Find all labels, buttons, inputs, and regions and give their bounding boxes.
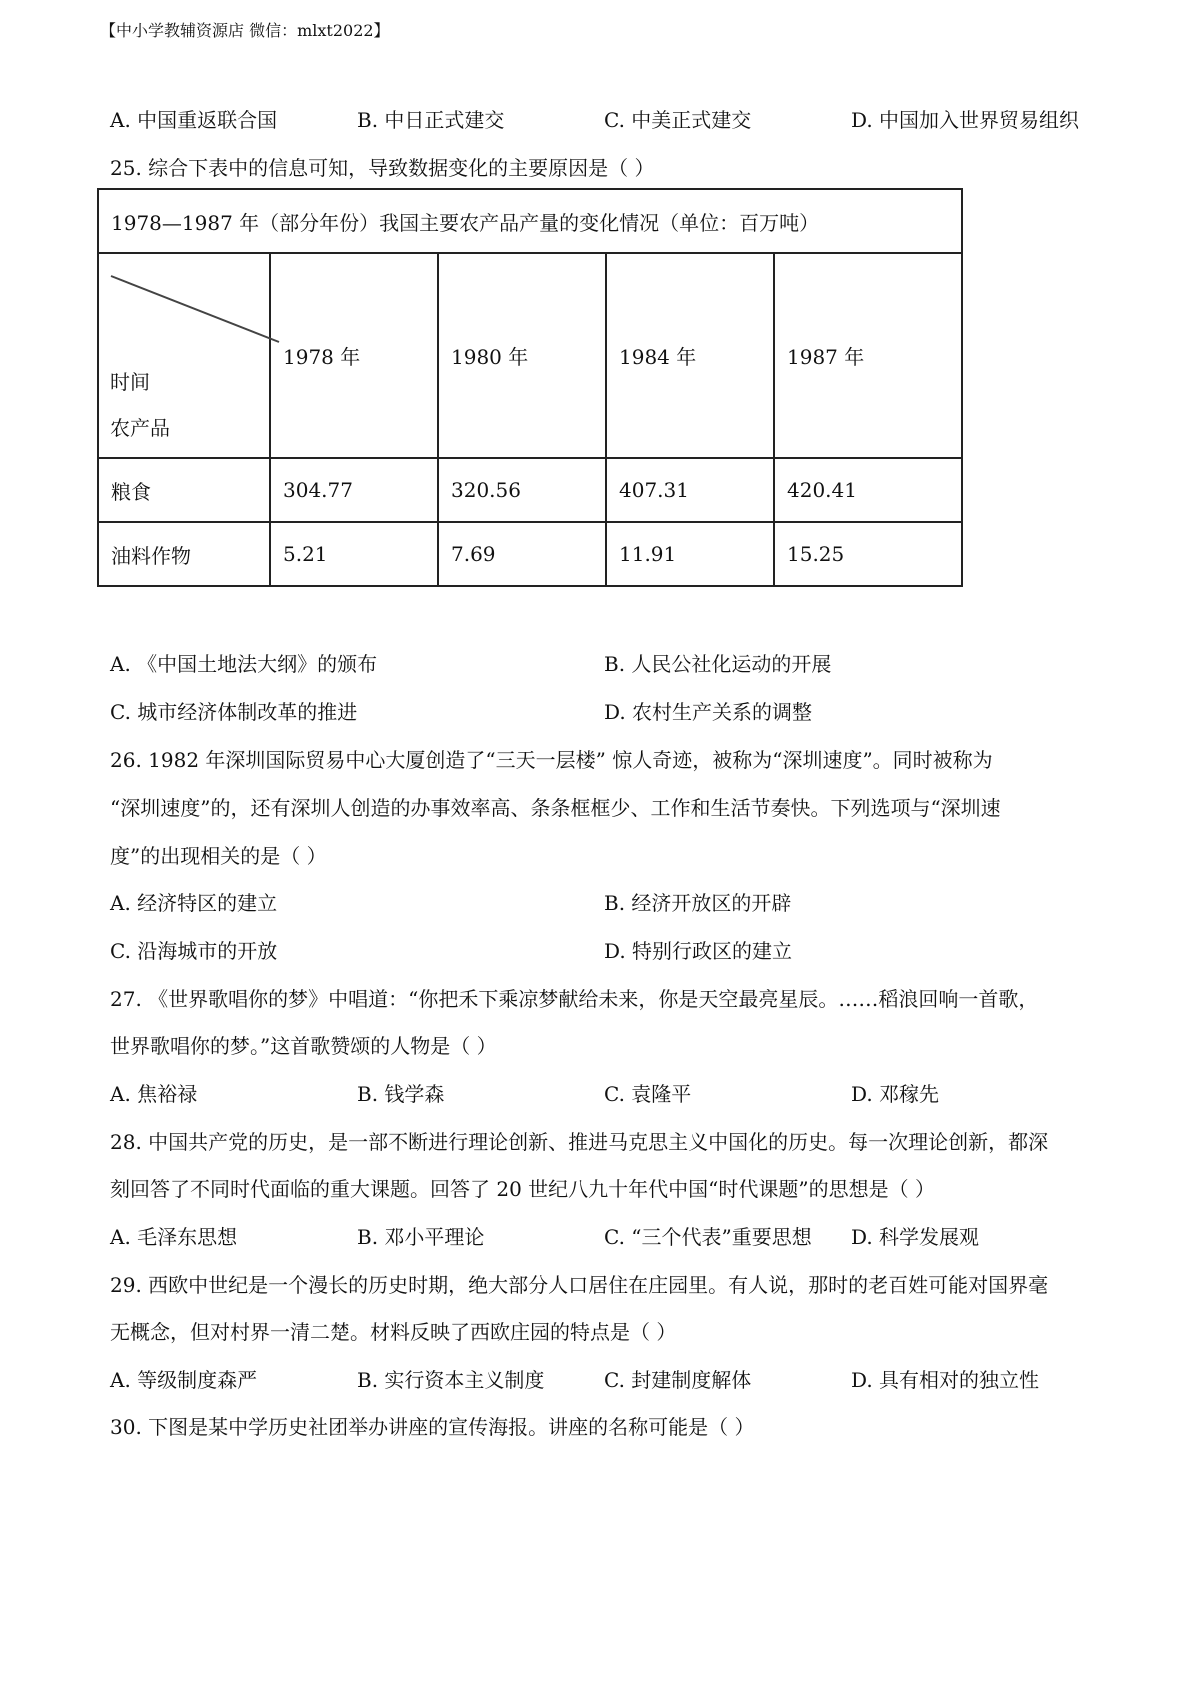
table-cell: 420.41 [774,458,962,522]
year-header: 1987 年 [774,253,962,458]
q26-option-a[interactable]: A. 经济特区的建立 [110,891,278,915]
row-label: 粮食 [98,458,270,522]
q28-option-a[interactable]: A. 毛泽东思想 [110,1225,238,1249]
q29-option-c[interactable]: C. 封建制度解体 [604,1368,752,1392]
table-cell: 407.31 [606,458,774,522]
q27-option-c[interactable]: C. 袁隆平 [604,1082,692,1106]
q27-option-b[interactable]: B. 钱学森 [357,1082,445,1106]
q26-option-d[interactable]: D. 特别行政区的建立 [604,939,793,963]
q27-stem-line: 27. 《世界歌唱你的梦》中唱道：“你把禾下乘凉梦献给未来，你是天空最亮星辰。……稻浪回响一首歌， [110,987,1039,1011]
q25-option-b[interactable]: B. 人民公社化运动的开展 [604,652,832,676]
q28-option-b[interactable]: B. 邓小平理论 [357,1225,485,1249]
year-header: 1978 年 [270,253,438,458]
q28-option-c[interactable]: C. “三个代表”重要思想 [604,1225,812,1249]
table-caption: 1978—1987 年（部分年份）我国主要农产品产量的变化情况（单位：百万吨） [98,189,962,253]
q25-option-c[interactable]: C. 城市经济体制改革的推进 [110,700,358,724]
q26-stem-line: 26. 1982 年深圳国际贸易中心大厦创造了“三天一层楼” 惊人奇迹，被称为“深圳速度”。同时被称为 [110,748,993,772]
q24-option-b[interactable]: B. 中日正式建交 [357,108,505,132]
corner-label-product: 农产品 [110,416,170,440]
table-cell: 15.25 [774,522,962,586]
q28-stem-line: 刻回答了不同时代面临的重大课题。回答了 20 世纪八九十年代中国“时代课题”的思想是（ ） [110,1177,935,1201]
q26-option-c[interactable]: C. 沿海城市的开放 [110,939,278,963]
table-cell: 11.91 [606,522,774,586]
q26-stem-line: 度”的出现相关的是（ ） [110,844,327,868]
row-label: 油料作物 [98,522,270,586]
table-corner-cell [98,253,270,458]
page-header: 【中小学教辅资源店 微信：mlxt2022】 [100,21,390,40]
production-table [97,188,963,587]
table-row [98,458,962,522]
table-cell: 304.77 [270,458,438,522]
q24-option-d[interactable]: D. 中国加入世界贸易组织 [851,108,1080,132]
q29-stem-line: 29. 西欧中世纪是一个漫长的历史时期，绝大部分人口居住在庄园里。有人说，那时的老百姓可能对国界毫 [110,1273,1049,1297]
q27-stem-line: 世界歌唱你的梦。”这首歌赞颂的人物是（ ） [110,1034,497,1058]
corner-label-time: 时间 [110,370,150,394]
q25-stem: 25. 综合下表中的信息可知，导致数据变化的主要原因是（ ） [110,156,655,180]
q29-option-b[interactable]: B. 实行资本主义制度 [357,1368,545,1392]
q25-option-a[interactable]: A. 《中国土地法大纲》的颁布 [110,652,378,676]
year-header: 1984 年 [606,253,774,458]
q29-option-a[interactable]: A. 等级制度森严 [110,1368,258,1392]
q26-option-b[interactable]: B. 经济开放区的开辟 [604,891,792,915]
q27-option-d[interactable]: D. 邓稼先 [851,1082,940,1106]
q29-option-d[interactable]: D. 具有相对的独立性 [851,1368,1040,1392]
table-cell: 7.69 [438,522,606,586]
q29-stem-line: 无概念，但对村界一清二楚。材料反映了西欧庄园的特点是（ ） [110,1320,677,1344]
q25-option-d[interactable]: D. 农村生产关系的调整 [604,700,813,724]
q28-option-d[interactable]: D. 科学发展观 [851,1225,980,1249]
q26-stem-line: “深圳速度”的，还有深圳人创造的办事效率高、条条框框少、工作和生活节奏快。下列选项与“深圳速 [110,796,1001,820]
q27-option-a[interactable]: A. 焦裕禄 [110,1082,198,1106]
table-cell: 5.21 [270,522,438,586]
q24-option-c[interactable]: C. 中美正式建交 [604,108,752,132]
year-header: 1980 年 [438,253,606,458]
q28-stem-line: 28. 中国共产党的历史，是一部不断进行理论创新、推进马克思主义中国化的历史。每一次理论创新，都深 [110,1130,1049,1154]
table-row [98,522,962,586]
q24-option-a[interactable]: A. 中国重返联合国 [110,108,278,132]
table-cell: 320.56 [438,458,606,522]
q30-stem: 30. 下图是某中学历史社团举办讲座的宣传海报。讲座的名称可能是（ ） [110,1415,755,1439]
